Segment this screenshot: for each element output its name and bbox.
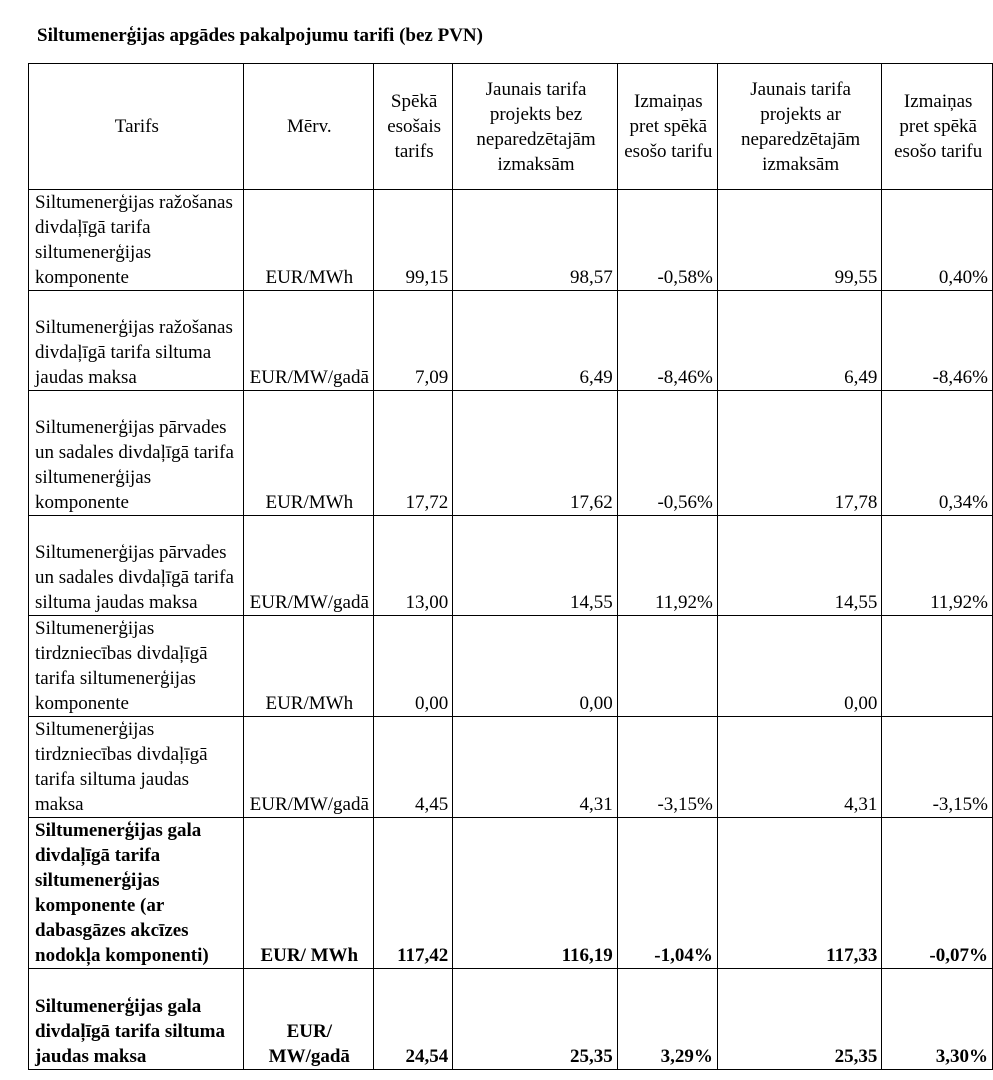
current-tariff-cell: 13,00 [373, 516, 452, 616]
change-without-cell: 11,92% [617, 516, 717, 616]
tariff-name: Siltumenerģijas gala divdaļīgā tarifa siltumenerģijas komponente (ar dabasgāzes akcīzes nodokļa komponenti) [29, 818, 244, 969]
change-with-cell: -8,46% [882, 291, 993, 391]
table-row [29, 717, 993, 818]
current-tariff-cell: 4,45 [373, 717, 452, 818]
new-without-cell: 6,49 [453, 291, 617, 391]
change-without-cell: -8,46% [617, 291, 717, 391]
change-without-cell [617, 616, 717, 717]
new-with-cell: 14,55 [717, 516, 881, 616]
current-tariff-cell: 117,42 [373, 818, 452, 969]
tariff-name: Siltumenerģijas pārvades un sadales divdaļīgā tarifa siltuma jaudas maksa [29, 516, 244, 616]
new-with-cell: 117,33 [717, 818, 881, 969]
table-row [29, 190, 993, 291]
new-with-cell: 0,00 [717, 616, 881, 717]
unit-cell: EUR/MW/gadā [243, 516, 373, 616]
new-without-cell: 98,57 [453, 190, 617, 291]
change-without-cell: -3,15% [617, 717, 717, 818]
change-without-cell: -0,56% [617, 391, 717, 516]
tariff-name: Siltumenerģijas tirdzniecības divdaļīgā tarifa siltumenerģijas komponente [29, 616, 244, 717]
new-with-cell: 6,49 [717, 291, 881, 391]
table-row [29, 516, 993, 616]
header-change-with: Izmaiņas pret spēkā esošo tarifu [882, 64, 993, 190]
change-with-cell: 0,40% [882, 190, 993, 291]
change-without-cell: -1,04% [617, 818, 717, 969]
new-with-cell: 17,78 [717, 391, 881, 516]
change-without-cell: -0,58% [617, 190, 717, 291]
change-without-cell: 3,29% [617, 969, 717, 1070]
unit-cell: EUR/MWh [243, 616, 373, 717]
unit-cell: EUR/MW/gadā [243, 291, 373, 391]
new-with-cell: 4,31 [717, 717, 881, 818]
header-unit: Mērv. [243, 64, 373, 190]
header-current-tariff: Spēkā esošais tarifs [373, 64, 452, 190]
tariff-name: Siltumenerģijas ražošanas divdaļīgā tarifa siltuma jaudas maksa [29, 291, 244, 391]
table-row [29, 616, 993, 717]
current-tariff-cell: 24,54 [373, 969, 452, 1070]
new-with-cell: 99,55 [717, 190, 881, 291]
new-without-cell: 116,19 [453, 818, 617, 969]
unit-cell: EUR/MW/gadā [243, 717, 373, 818]
header-change-without: Izmaiņas pret spēkā esošo tarifu [617, 64, 717, 190]
unit-cell: EUR/ MWh [243, 818, 373, 969]
tariff-name: Siltumenerģijas ražošanas divdaļīgā tarifa siltumenerģijas komponente [29, 190, 244, 291]
current-tariff-cell: 0,00 [373, 616, 452, 717]
table-row [29, 391, 993, 516]
change-with-cell [882, 616, 993, 717]
tariff-name: Siltumenerģijas gala divdaļīgā tarifa siltuma jaudas maksa [29, 969, 244, 1070]
current-tariff-cell: 17,72 [373, 391, 452, 516]
table-header-row [29, 64, 993, 190]
tariff-name: Siltumenerģijas tirdzniecības divdaļīgā tarifa siltuma jaudas maksa [29, 717, 244, 818]
unit-cell: EUR/MWh [243, 391, 373, 516]
tariff-name: Siltumenerģijas pārvades un sadales divdaļīgā tarifa siltumenerģijas komponente [29, 391, 244, 516]
table-row-total [29, 969, 993, 1070]
table-row-total [29, 818, 993, 969]
current-tariff-cell: 7,09 [373, 291, 452, 391]
new-without-cell: 14,55 [453, 516, 617, 616]
unit-cell: EUR/ MW/gadā [243, 969, 373, 1070]
current-tariff-cell: 99,15 [373, 190, 452, 291]
header-tarifs: Tarifs [29, 64, 244, 190]
change-with-cell: 0,34% [882, 391, 993, 516]
page-title: Siltumenerģijas apgādes pakalpojumu tarifi (bez PVN) [37, 25, 483, 46]
unit-cell: EUR/MWh [243, 190, 373, 291]
header-new-without-unforeseen: Jaunais tarifa projekts bez neparedzētajām izmaksām [453, 64, 617, 190]
new-without-cell: 17,62 [453, 391, 617, 516]
new-without-cell: 0,00 [453, 616, 617, 717]
new-without-cell: 4,31 [453, 717, 617, 818]
tariff-table [28, 63, 993, 1070]
change-with-cell: -0,07% [882, 818, 993, 969]
new-with-cell: 25,35 [717, 969, 881, 1070]
change-with-cell: 11,92% [882, 516, 993, 616]
header-new-with-unforeseen: Jaunais tarifa projekts ar neparedzētajām izmaksām [717, 64, 881, 190]
change-with-cell: -3,15% [882, 717, 993, 818]
change-with-cell: 3,30% [882, 969, 993, 1070]
table-row [29, 291, 993, 391]
new-without-cell: 25,35 [453, 969, 617, 1070]
